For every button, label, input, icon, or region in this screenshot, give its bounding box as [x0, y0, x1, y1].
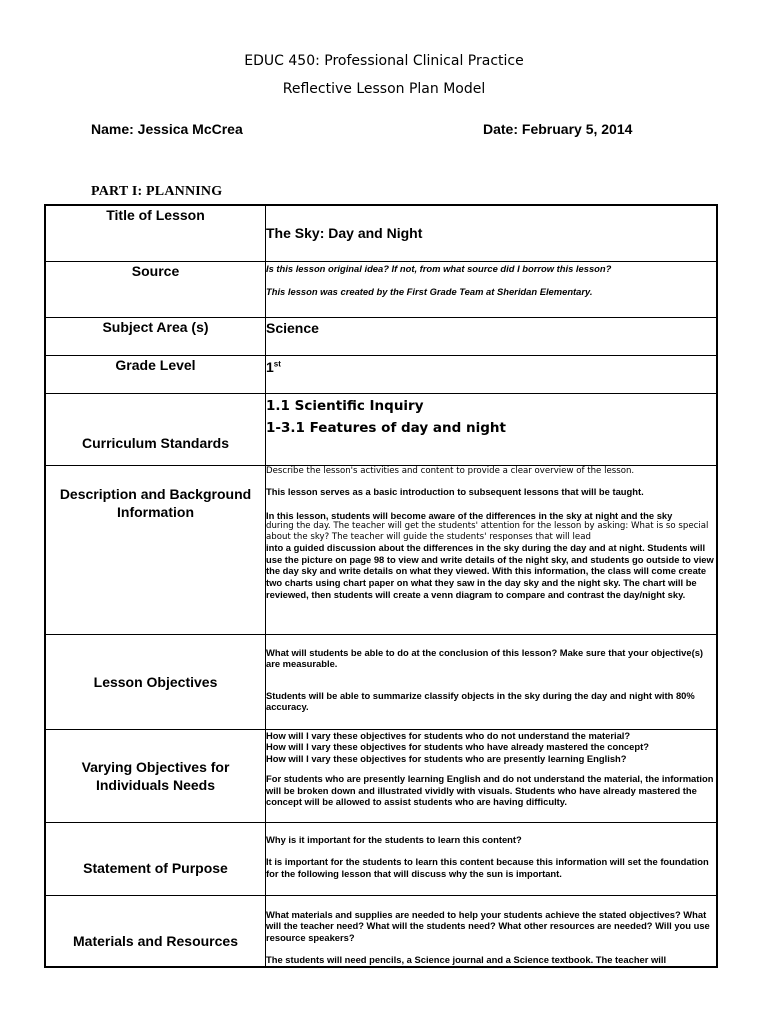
document-subtitle: Reflective Lesson Plan Model	[282, 81, 486, 97]
varying-question-1: How will I vary these objectives for students who do not understand the material?	[266, 729, 631, 741]
purpose-prompt: Why is it important for the students to learn this content?	[266, 833, 522, 845]
label-grade: Grade Level	[45, 355, 266, 393]
value-purpose	[266, 822, 718, 895]
value-materials	[266, 895, 718, 967]
row-description	[45, 465, 717, 634]
value-subject	[266, 317, 718, 355]
row-materials	[45, 895, 717, 967]
part-heading: PART I: PLANNING	[91, 184, 223, 199]
lesson-title-text: The Sky: Day and Night	[266, 225, 423, 241]
value-standards	[266, 393, 718, 465]
label-varying: Varying Objectives for Individuals Needs	[45, 729, 266, 822]
lesson-date: Date: February 5, 2014	[483, 121, 633, 137]
label-standards: Curriculum Standards	[45, 393, 266, 465]
description-para-c: into a guided discussion about the differences in the sky during the day and at night. Students will use the picture on page 98 to view and write details of the night sky, and students go outside to view the day sky and write details on what they viewed. With this information, the class will come create two charts using chart paper on what they saw in the day sky and the night sky. The chart will be reviewed, then students will create a venn diagram to compare and contrast the day/night sky.	[266, 542, 714, 600]
row-title	[45, 205, 717, 261]
label-objectives: Lesson Objectives	[45, 634, 266, 729]
standard-item: 1.1 Scientific Inquiry	[266, 397, 424, 414]
value-title	[266, 205, 718, 261]
row-purpose	[45, 822, 717, 895]
row-grade	[45, 355, 717, 393]
teacher-name: Name: Jessica McCrea	[91, 121, 243, 137]
lesson-plan-table	[44, 204, 718, 968]
row-objectives	[45, 634, 717, 729]
grade-text	[266, 356, 716, 376]
description-intro: This lesson serves as a basic introduction to subsequent lessons that will be taught.	[266, 486, 644, 497]
value-description	[266, 465, 718, 634]
row-standards	[45, 393, 717, 465]
subject-text: Science	[266, 319, 319, 336]
objectives-prompt: What will students be able to do at the conclusion of this lesson? Make sure that your objective(s) are measurable.	[266, 646, 704, 670]
source-text: This lesson was created by the First Grade Team at Sheridan Elementary.	[266, 286, 593, 298]
label-title: Title of Lesson	[45, 205, 266, 261]
label-materials: Materials and Resources	[45, 895, 266, 967]
materials-prompt: What materials and supplies are needed to help your students achieve the stated objectives? What will the teacher need? What will the students need? What other resources are needed? Will you use resource speakers?	[266, 908, 710, 943]
description-prompt: Describe the lesson's activities and content to provide a clear overview of the lesson.	[266, 465, 635, 476]
description-para-b: during the day. The teacher will get the students' attention for the lesson by asking: What is so special about the sky? The teacher will guide the students' responses that will lead	[266, 521, 709, 542]
value-grade	[266, 355, 718, 393]
value-objectives	[266, 634, 718, 729]
value-varying	[266, 729, 718, 822]
source-prompt: Is this lesson original idea? If not, from what source did I borrow this lesson?	[266, 262, 612, 274]
varying-question-3: How will I vary these objectives for students who are presently learning English?	[266, 752, 627, 764]
grade-number: 1	[266, 358, 274, 375]
label-purpose: Statement of Purpose	[45, 822, 266, 895]
materials-text: The students will need pencils, a Science journal and a Science textbook. The teacher will	[266, 954, 667, 966]
standard-item: 1-3.1 Features of day and night	[266, 419, 506, 436]
document-title: EDUC 450: Professional Clinical Practice	[244, 53, 524, 69]
description-para-a: In this lesson, students will become aware of the differences in the sky at night and the sky	[266, 509, 673, 521]
label-source: Source	[45, 261, 266, 317]
objectives-text: Students will be able to summarize classify objects in the sky during the day and night with 80% accuracy.	[266, 689, 695, 713]
grade-suffix: st	[273, 358, 281, 368]
row-subject	[45, 317, 717, 355]
varying-text: For students who are presently learning English and do not understand the material, the information will be broken down and illustrated vividly with visuals. Students who have already mastered the concept will be allowed to assist students who are having difficulty.	[266, 773, 714, 808]
row-source	[45, 261, 717, 317]
label-description: Description and Background Information	[45, 465, 266, 634]
value-source	[266, 261, 718, 317]
purpose-text: It is important for the students to learn this content because this information will set the foundation for the following lesson that will discuss why the sun is important.	[266, 856, 709, 879]
row-varying	[45, 729, 717, 822]
varying-question-2: How will I vary these objectives for students who have already mastered the concept?	[266, 741, 649, 753]
label-subject: Subject Area (s)	[45, 317, 266, 355]
